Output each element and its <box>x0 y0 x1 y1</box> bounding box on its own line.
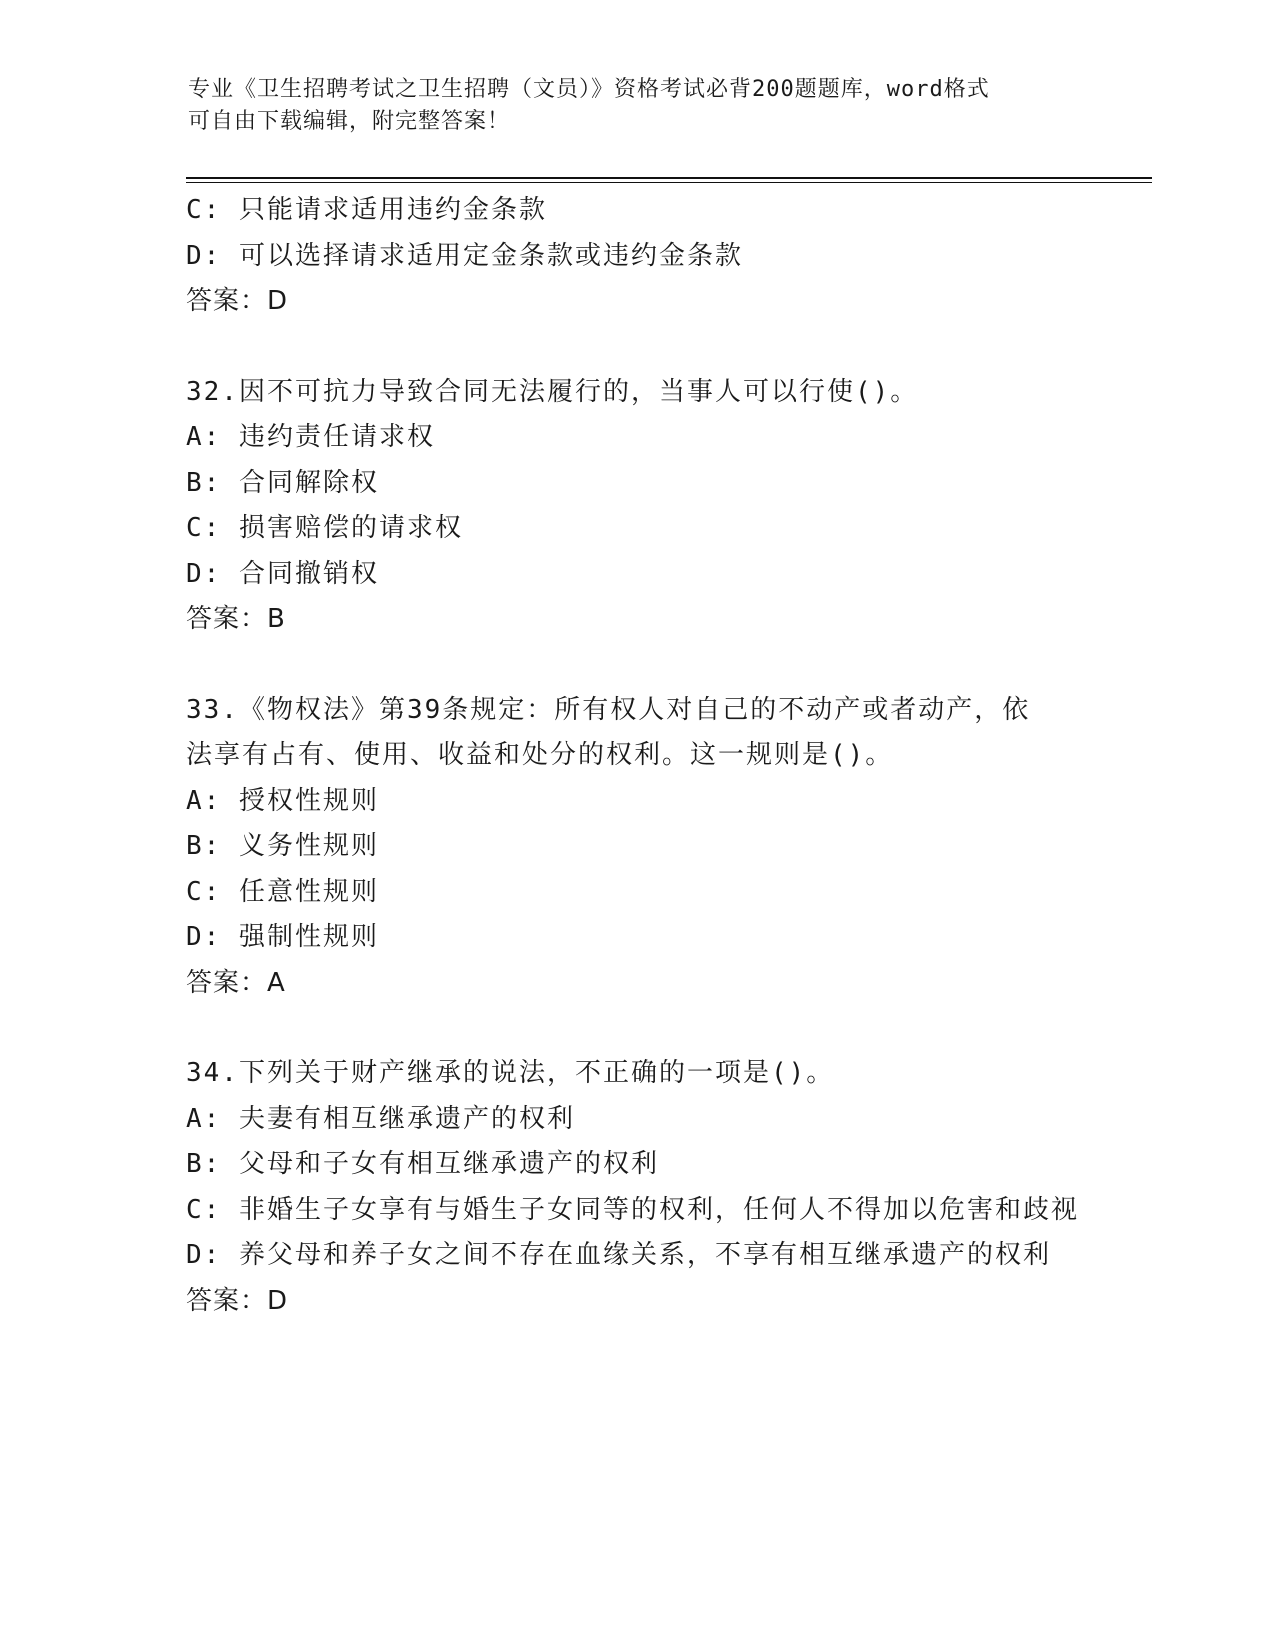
header-line-2: 可自由下载编辑，附完整答案！ <box>188 109 511 134</box>
question-31-continued <box>186 188 1086 325</box>
option-c: C: 任意性规则 <box>186 876 379 907</box>
question-text: 34.下列关于财产继承的说法，不正确的一项是()。 <box>186 1058 835 1088</box>
question-list <box>186 188 1086 1324</box>
question-text-line-2: 法享有占有、使用、收益和处分的权利。这一规则是()。 <box>186 740 894 770</box>
option-d: D: 强制性规则 <box>186 922 379 952</box>
option-c: C: 只能请求适用违约金条款 <box>186 195 547 225</box>
option-c: C: 非婚生子女享有与婚生子女同等的权利，任何人不得加以危害和歧视 <box>186 1194 1079 1225</box>
document-header <box>188 74 1068 138</box>
option-a: A: 违约责任请求权 <box>186 422 435 452</box>
header-line-1: 专业《卫生招聘考试之卫生招聘（文员）》资格考试必背200题题库，word格式 <box>188 77 990 102</box>
question-text: 32.因不可抗力导致合同无法履行的，当事人可以行使()。 <box>186 376 919 407</box>
question-33 <box>186 688 1086 1007</box>
header-rule-thin <box>186 182 1152 183</box>
answer: 答案：D <box>186 286 289 316</box>
option-b: B: 父母和子女有相互继承遗产的权利 <box>186 1149 659 1179</box>
option-b: B: 合同解除权 <box>186 467 379 498</box>
option-c: C: 损害赔偿的请求权 <box>186 513 463 543</box>
answer: 答案：B <box>186 604 286 634</box>
header-rule-thick <box>186 177 1152 179</box>
option-a: A: 授权性规则 <box>186 785 379 816</box>
answer: 答案：A <box>186 967 286 998</box>
option-d: D: 可以选择请求适用定金条款或违约金条款 <box>186 240 743 271</box>
option-b: B: 义务性规则 <box>186 831 379 861</box>
question-text-line-1: 33.《物权法》第39条规定：所有权人对自己的不动产或者动产，依 <box>186 694 1031 725</box>
answer: 答案：D <box>186 1285 289 1316</box>
option-d: D: 合同撤销权 <box>186 558 379 589</box>
question-32 <box>186 370 1086 643</box>
option-a: A: 夫妻有相互继承遗产的权利 <box>186 1103 575 1134</box>
question-34 <box>186 1051 1086 1324</box>
option-d: D: 养父母和养子女之间不存在血缘关系，不享有相互继承遗产的权利 <box>186 1240 1051 1270</box>
